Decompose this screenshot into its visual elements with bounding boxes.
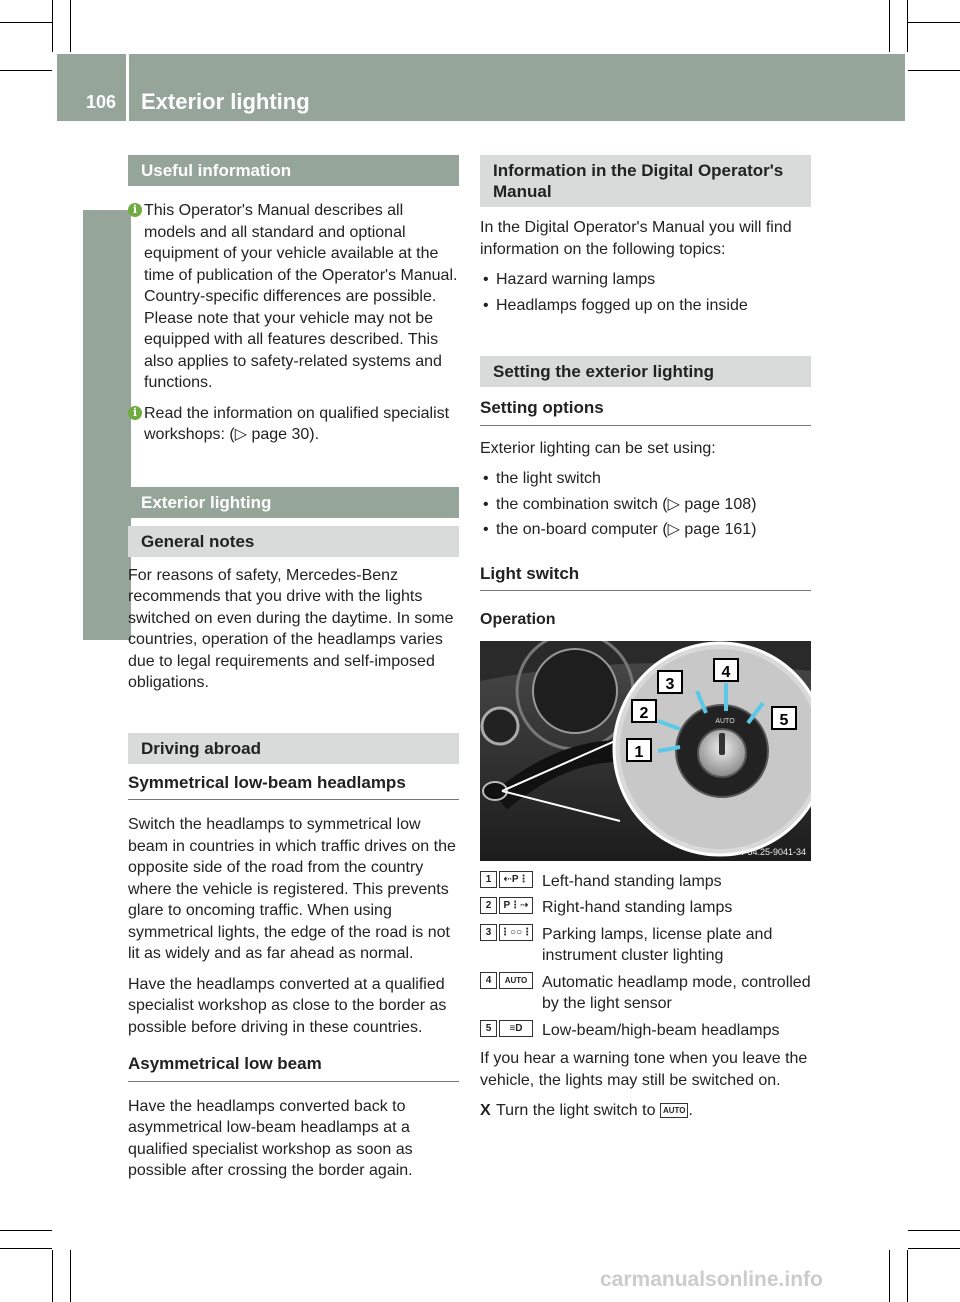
digital-manual-intro: In the Digital Operator's Manual you will find information on the following topics: <box>480 219 792 258</box>
list-item: • the light switch <box>480 468 811 490</box>
figure-label-2: 2 <box>639 704 649 722</box>
crop-mark <box>889 1250 890 1302</box>
exterior-lighting-heading: Exterior lighting <box>128 487 459 518</box>
crop-mark <box>908 1230 960 1231</box>
figure-label-3: 3 <box>665 675 675 693</box>
crop-mark <box>52 1250 53 1302</box>
chapter-tab-label: Lights and windshield wipers <box>94 278 119 586</box>
asymmetrical-paragraph: Have the headlamps converted back to asymmetrical low-beam headlamps at a qualified specialist workshop as soon as possible after crossing the border again. <box>128 1097 413 1179</box>
light-switch-illustration <box>480 641 811 861</box>
list-item: • the on-board computer (▷ page 161) <box>480 519 811 541</box>
legend-item <box>480 871 811 893</box>
asymmetrical-heading: Asymmetrical low beam <box>128 1053 459 1082</box>
legend-text: Parking lamps, license plate and instrument cluster lighting <box>542 925 773 964</box>
left-column <box>128 155 459 1191</box>
list-item: • Headlamps fogged up on the inside <box>480 295 811 317</box>
info-icon: i <box>128 203 142 217</box>
crop-mark <box>907 1250 908 1302</box>
page-number: 106 <box>85 92 116 112</box>
page-title: Exterior lighting <box>141 89 310 114</box>
auto-icon: AUTO <box>660 1103 689 1118</box>
dial-auto-label: AUTO <box>715 717 735 725</box>
crop-mark <box>908 70 960 71</box>
list-item: • Hazard warning lamps <box>480 269 811 291</box>
step-marker: X <box>480 1102 491 1119</box>
crop-mark <box>52 0 53 52</box>
crop-mark <box>0 22 52 23</box>
watermark: carmanualsonline.info <box>600 1268 823 1291</box>
warning-text: If you hear a warning tone when you leave the vehicle, the lights may still be switched on. <box>480 1050 808 1089</box>
header-divider <box>126 54 129 121</box>
symmetrical-paragraph: Have the headlamps converted at a qualified specialist workshop as close to the border as possible before driving in these countries. <box>128 975 447 1036</box>
driving-abroad-heading: Driving abroad <box>128 733 459 764</box>
light-switch-figure <box>480 641 811 861</box>
legend-text: Low-beam/high-beam headlamps <box>542 1021 780 1039</box>
figure-label-1: 1 <box>634 743 644 761</box>
step-end: . <box>688 1102 693 1119</box>
crop-mark <box>0 70 52 71</box>
figure-code: P54.25-9041-34 <box>741 846 806 857</box>
info-note <box>128 403 459 446</box>
legend-number: 3 <box>480 924 497 941</box>
legend-number: 5 <box>480 1020 497 1037</box>
legend-number: 2 <box>480 897 497 914</box>
info-note <box>128 200 459 394</box>
parking-lamps-icon: ⋮○○⋮ <box>499 924 533 941</box>
legend-item <box>480 972 811 1015</box>
figure-label-5: 5 <box>779 711 789 729</box>
legend-text: Right-hand standing lamps <box>542 899 733 916</box>
figure-label-4: 4 <box>721 663 731 681</box>
operation-heading: Operation <box>480 611 556 628</box>
info-note-text: Read the information on qualified specialist workshops: (▷ page 30). <box>144 404 450 443</box>
light-switch-heading: Light switch <box>480 563 811 592</box>
setting-options-intro: Exterior lighting can be set using: <box>480 439 716 457</box>
info-note-text: This Operator's Manual describes all models and all standard and optional equipment of your vehicle available at the time of publication of the Operator's Manual. Country-specific differences are possible. Please note that your vehicle may not be equipped with all features described. This also applies to safety-related systems and functions. <box>144 202 458 391</box>
symmetrical-heading: Symmetrical low-beam headlamps <box>128 772 459 801</box>
symmetrical-paragraph: Switch the headlamps to symmetrical low beam in countries in which traffic drives on the opposite side of the road from the country where the vehicle is registered. This prevents glare to oncoming traffic. When using symmetrical lights, the edge of the road is not lit as widely and as far ahead as normal. <box>128 816 456 962</box>
digital-manual-heading: Information in the Digital Operator's Manual <box>480 155 811 207</box>
general-notes-heading: General notes <box>128 526 459 557</box>
setting-heading: Setting the exterior lighting <box>480 356 811 387</box>
legend-text: Left-hand standing lamps <box>542 872 722 890</box>
legend-item <box>480 897 811 919</box>
step-text: Turn the light switch to <box>496 1102 656 1119</box>
legend-number: 4 <box>480 972 497 989</box>
crop-mark <box>908 1248 960 1249</box>
crop-mark <box>70 0 71 52</box>
general-notes-text: For reasons of safety, Mercedes-Benz recommends that you drive with the lights switched on even during the daytime. In some countries, operation of the headlamps varies due to legal requirements and self-imposed obligations. <box>128 566 454 691</box>
legend-item <box>480 1020 811 1042</box>
crop-mark <box>907 0 908 52</box>
crop-mark <box>908 22 960 23</box>
left-standing-lamps-icon: ⇠P⋮ <box>499 871 533 888</box>
list-item: • the combination switch (▷ page 108) <box>480 494 811 516</box>
right-column <box>480 155 811 1122</box>
legend-text: Automatic headlamp mode, controlled by the light sensor <box>542 973 811 1012</box>
setting-options-heading: Setting options <box>480 397 811 426</box>
legend-number: 1 <box>480 871 497 888</box>
low-beam-icon: ≡D <box>499 1020 533 1037</box>
crop-mark <box>0 1230 52 1231</box>
crop-mark <box>889 0 890 52</box>
info-icon: i <box>128 406 142 420</box>
legend-item <box>480 924 811 967</box>
crop-mark <box>70 1250 71 1302</box>
right-standing-lamps-icon: P⋮⇢ <box>499 897 533 914</box>
instruction-step <box>480 1100 811 1122</box>
crop-mark <box>0 1248 52 1249</box>
useful-info-heading: Useful information <box>128 155 459 186</box>
auto-icon: AUTO <box>499 972 533 989</box>
